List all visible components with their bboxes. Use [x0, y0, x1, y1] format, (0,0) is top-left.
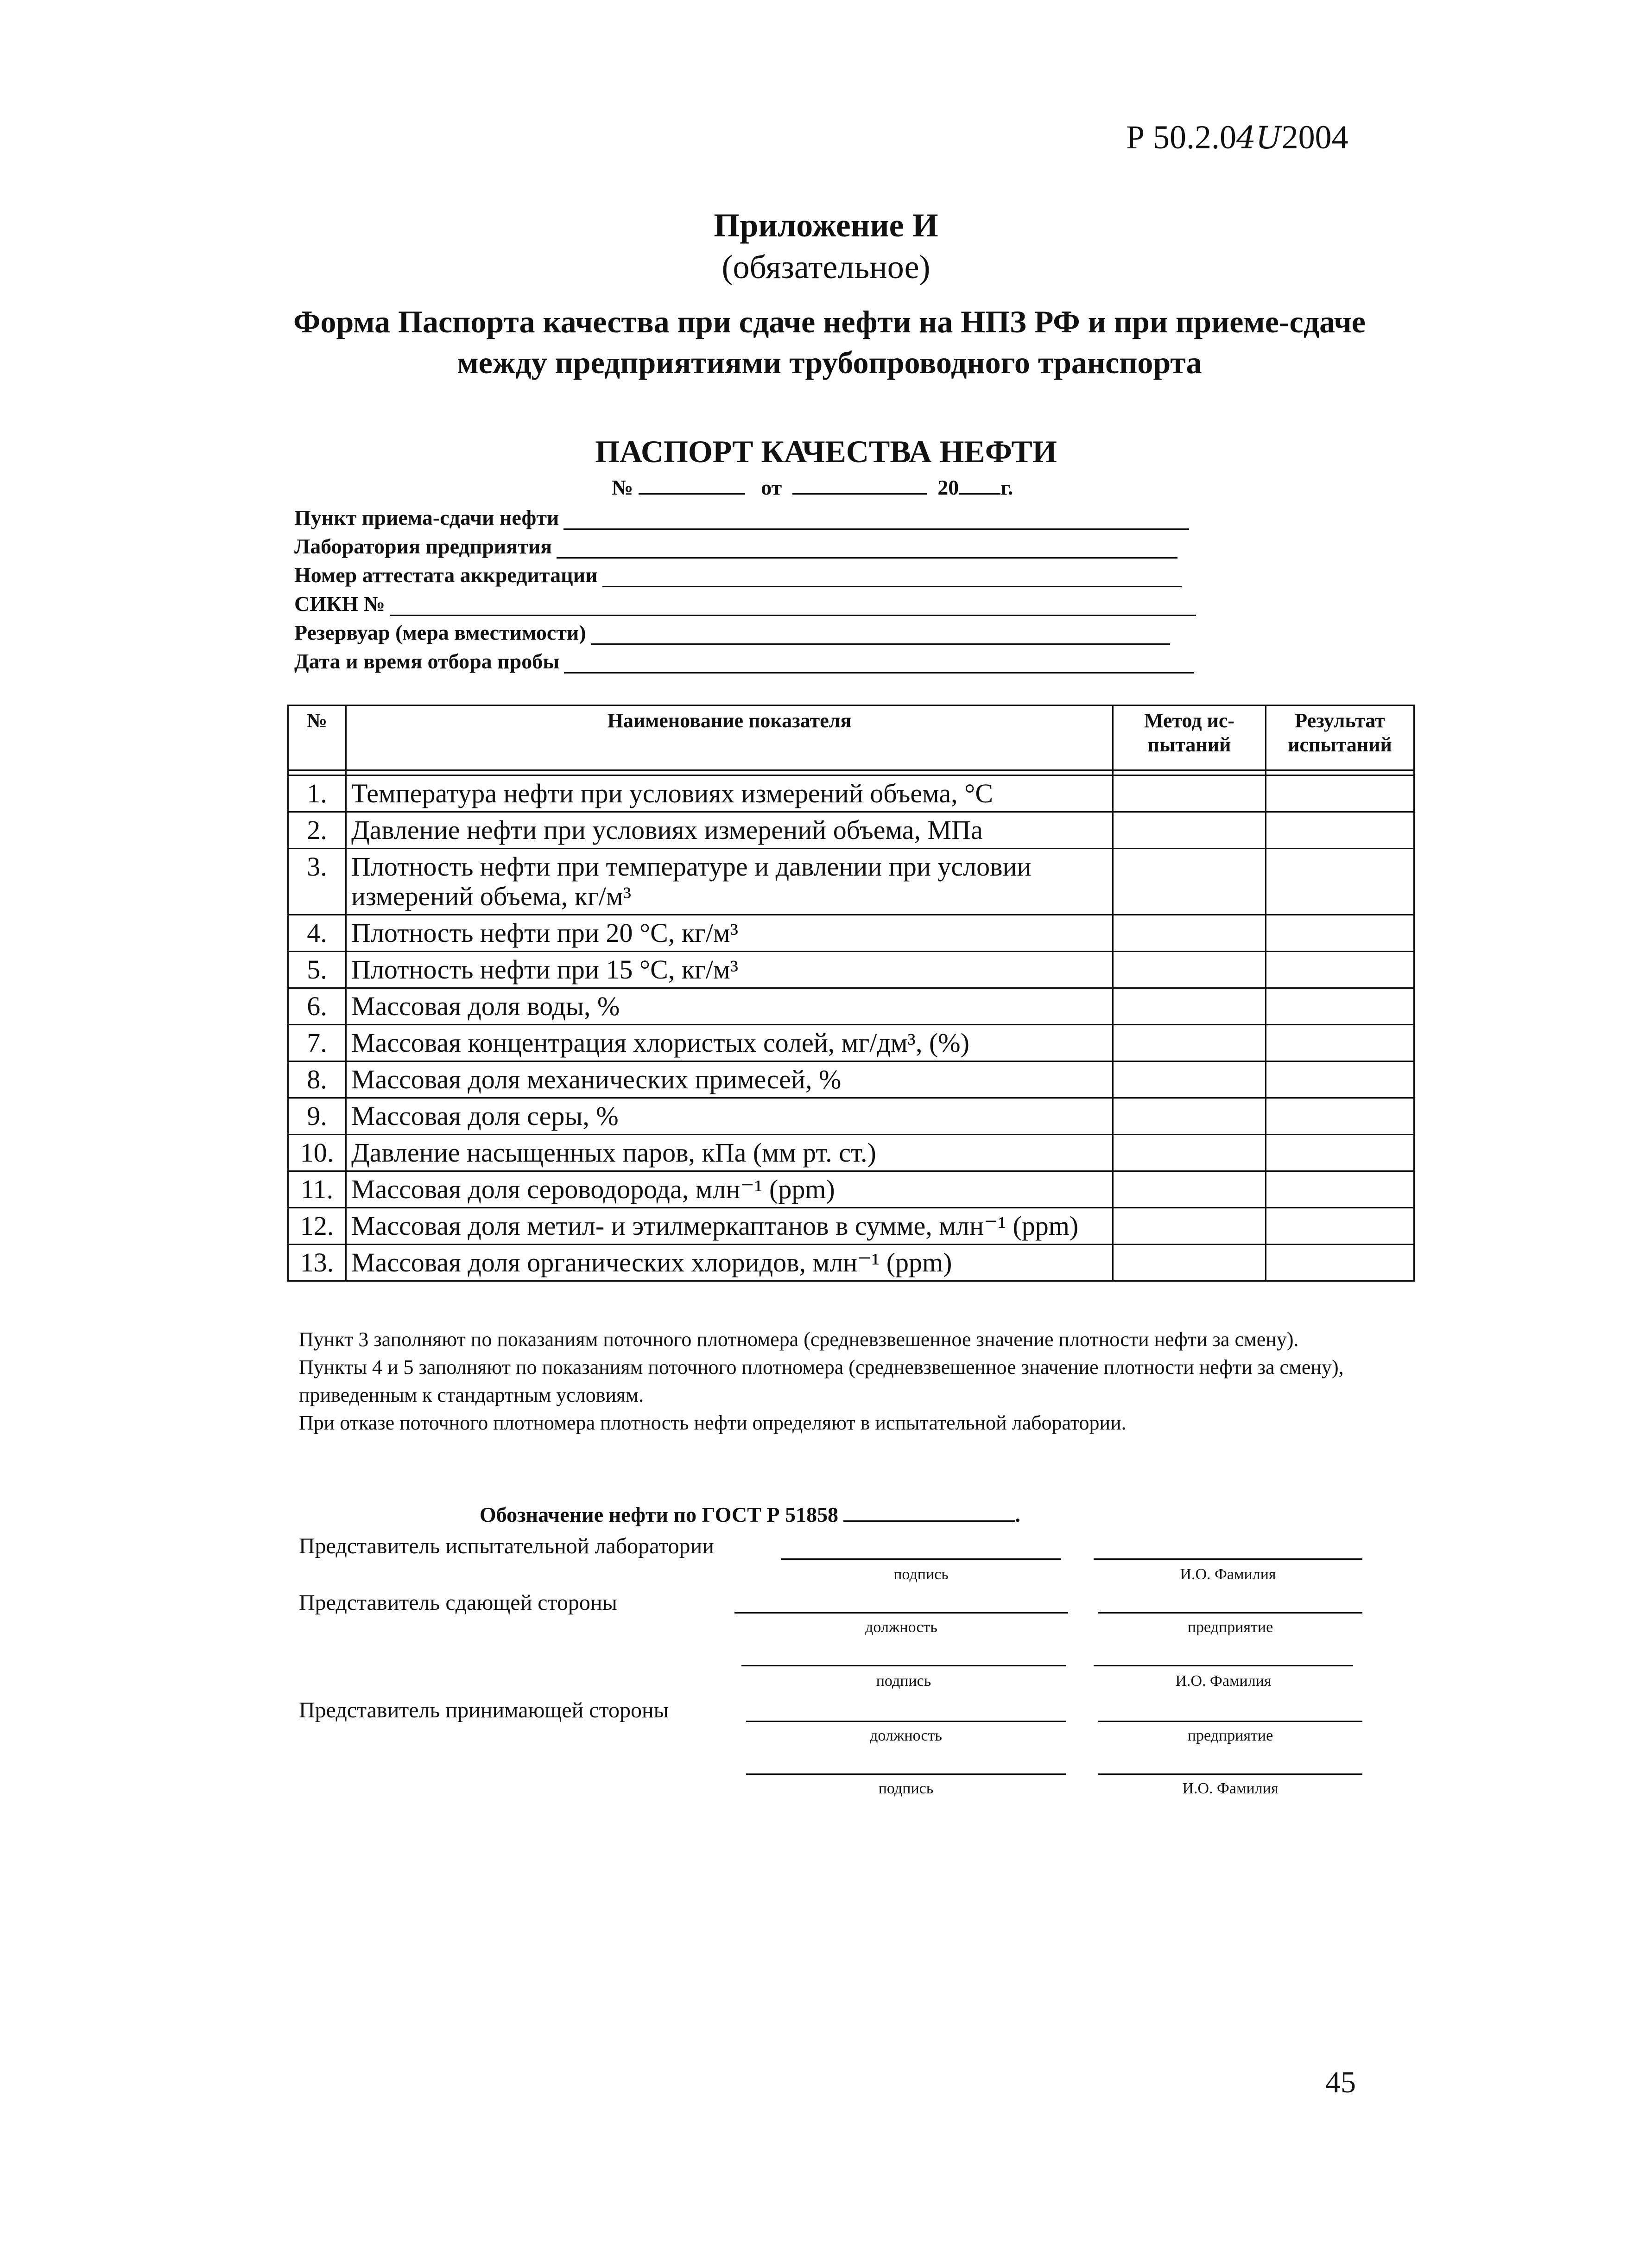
row-name: Массовая доля метил- и этилмеркаптанов в сумме, млн⁻¹ (ppm)	[346, 1208, 1113, 1245]
document-code-suffix: 2004	[1281, 119, 1348, 156]
appendix-status: (обязательное)	[722, 248, 930, 286]
result-cell[interactable]	[1266, 988, 1414, 1025]
field-label: Резервуар (мера вместимости)	[294, 621, 586, 644]
oil-grade-blank[interactable]	[843, 1502, 1015, 1522]
form-title: Форма Паспорта качества при сдаче нефти на НПЗ РФ и при приеме-сдаче между предприятиями трубопроводного транспорта	[293, 304, 1366, 380]
row-num: 4.	[288, 915, 346, 952]
row-name: Плотность нефти при 20 °С, кг/м³	[346, 915, 1113, 952]
field-blank[interactable]	[591, 625, 1170, 645]
oil-grade-line	[480, 1502, 1020, 1527]
page-number: 45	[1325, 2065, 1356, 2099]
table-row	[288, 775, 1414, 812]
method-cell[interactable]	[1113, 849, 1266, 915]
receiver-representative-label: Представитель принимающей стороны	[299, 1698, 669, 1722]
sender-signature-line[interactable]	[741, 1665, 1066, 1666]
method-cell[interactable]	[1113, 988, 1266, 1025]
receiver-company-line[interactable]	[1098, 1721, 1362, 1722]
lab-name-line[interactable]	[1094, 1558, 1362, 1560]
table-row	[288, 1171, 1414, 1208]
row-num: 2.	[288, 812, 346, 849]
receiver-signature-line[interactable]	[746, 1773, 1066, 1775]
oil-grade-end: .	[1015, 1503, 1020, 1526]
sender-position-line[interactable]	[734, 1612, 1068, 1614]
row-name: Массовая доля воды, %	[346, 988, 1113, 1025]
table-row	[288, 1061, 1414, 1098]
row-num: 13.	[288, 1245, 346, 1281]
field-label: Номер аттестата аккредитации	[294, 563, 598, 587]
lab-signature-caption: подпись	[893, 1566, 949, 1583]
result-cell[interactable]	[1266, 915, 1414, 952]
row-name: Плотность нефти при температуре и давлении при условии измерений объема, кг/м³	[346, 849, 1113, 915]
row-num: 1.	[288, 775, 346, 812]
method-cell[interactable]	[1113, 952, 1266, 988]
year-suffix: г.	[1000, 476, 1013, 499]
method-cell[interactable]	[1113, 915, 1266, 952]
passport-title: ПАСПОРТ КАЧЕСТВА НЕФТИ	[595, 434, 1057, 469]
result-cell[interactable]	[1266, 1135, 1414, 1171]
result-cell[interactable]	[1266, 1098, 1414, 1135]
header-num: №	[288, 705, 346, 770]
receiver-company-caption: предприятие	[1187, 1727, 1273, 1744]
row-num: 8.	[288, 1061, 346, 1098]
number-blank[interactable]	[639, 473, 745, 495]
result-cell[interactable]	[1266, 1061, 1414, 1098]
table-row	[288, 952, 1414, 988]
quality-table	[287, 705, 1415, 1282]
sender-company-caption: предприятие	[1187, 1619, 1273, 1636]
header-result: Результат испытаний	[1266, 705, 1414, 770]
table-row	[288, 849, 1414, 915]
table-row	[288, 915, 1414, 952]
method-cell[interactable]	[1113, 1135, 1266, 1171]
field-accreditation-number	[294, 563, 1182, 587]
result-cell[interactable]	[1266, 1025, 1414, 1061]
note-item: При отказе поточного плотномера плотность нефти определяют в испытательной лаборатории.	[299, 1411, 1127, 1434]
field-blank[interactable]	[390, 596, 1196, 616]
table-row	[288, 1025, 1414, 1061]
table-header-row	[288, 705, 1414, 770]
sender-signature-caption: подпись	[876, 1672, 931, 1690]
method-cell[interactable]	[1113, 1208, 1266, 1245]
row-name: Массовая концентрация хлористых солей, мг/дм³, (%)	[346, 1025, 1113, 1061]
sender-name-caption: И.О. Фамилия	[1175, 1672, 1272, 1690]
result-cell[interactable]	[1266, 849, 1414, 915]
row-num: 10.	[288, 1135, 346, 1171]
method-cell[interactable]	[1113, 1025, 1266, 1061]
method-cell[interactable]	[1113, 775, 1266, 812]
header-name: Наименование показателя	[346, 705, 1113, 770]
sender-position-caption: должность	[865, 1619, 937, 1636]
receiver-name-line[interactable]	[1098, 1773, 1362, 1775]
table-row	[288, 988, 1414, 1025]
table-notes	[299, 1326, 1365, 1437]
field-label: СИКН №	[294, 592, 385, 616]
passport-number-line	[612, 473, 1013, 500]
row-num: 9.	[288, 1098, 346, 1135]
row-num: 12.	[288, 1208, 346, 1245]
header-separator	[288, 770, 1414, 775]
table-row	[288, 1245, 1414, 1281]
document-code-handwritten: 4U	[1236, 120, 1282, 156]
receiver-position-caption: должность	[870, 1727, 942, 1744]
field-label: Дата и время отбора пробы	[294, 649, 560, 673]
result-cell[interactable]	[1266, 1208, 1414, 1245]
table-row	[288, 1208, 1414, 1245]
row-num: 3.	[288, 849, 346, 915]
field-laboratory	[294, 534, 1177, 559]
method-cell[interactable]	[1113, 1171, 1266, 1208]
row-name: Давление насыщенных паров, кПа (мм рт. ст.)	[346, 1135, 1113, 1171]
receiver-signature-caption: подпись	[878, 1780, 934, 1797]
method-cell[interactable]	[1113, 1098, 1266, 1135]
method-cell[interactable]	[1113, 812, 1266, 849]
sender-representative-label: Представитель сдающей стороны	[299, 1590, 617, 1615]
result-cell[interactable]	[1266, 1245, 1414, 1281]
field-label: Пункт приема-сдачи нефти	[294, 506, 559, 529]
row-num: 7.	[288, 1025, 346, 1061]
result-cell[interactable]	[1266, 952, 1414, 988]
method-cell[interactable]	[1113, 1245, 1266, 1281]
note-item: Пункты 4 и 5 заполняют по показаниям поточного плотномера (средневзвешенное значение плотности нефти за смену), приведенным к стандартным условиям.	[299, 1356, 1344, 1406]
year-prefix: 20	[937, 476, 959, 499]
field-blank[interactable]	[557, 539, 1177, 559]
row-name: Температура нефти при условиях измерений объема, °С	[346, 775, 1113, 812]
field-reception-point	[294, 505, 1189, 530]
table-row	[288, 812, 1414, 849]
header-method: Метод ис-пытаний	[1113, 705, 1266, 770]
year-blank[interactable]	[959, 473, 1000, 495]
row-name: Массовая доля механических примесей, %	[346, 1061, 1113, 1098]
result-cell[interactable]	[1266, 812, 1414, 849]
receiver-position-line[interactable]	[746, 1721, 1066, 1722]
row-name: Массовая доля органических хлоридов, млн⁻¹ (ppm)	[346, 1245, 1113, 1281]
table-row	[288, 1135, 1414, 1171]
result-cell[interactable]	[1266, 1171, 1414, 1208]
row-num: 5.	[288, 952, 346, 988]
field-reservoir	[294, 620, 1170, 645]
note-item: Пункт 3 заполняют по показаниям поточного плотномера (средневзвешенное значение плотности нефти за смену).	[299, 1328, 1299, 1351]
lab-representative-label: Представитель испытательной лаборатории	[299, 1534, 714, 1558]
table-row	[288, 1098, 1414, 1135]
result-cell[interactable]	[1266, 775, 1414, 812]
from-label: от	[761, 476, 782, 499]
row-name: Массовая доля сероводорода, млн⁻¹ (ppm)	[346, 1171, 1113, 1208]
field-label: Лаборатория предприятия	[294, 534, 552, 558]
row-num: 11.	[288, 1171, 346, 1208]
method-cell[interactable]	[1113, 1061, 1266, 1098]
date-blank[interactable]	[792, 473, 927, 495]
row-num: 6.	[288, 988, 346, 1025]
receiver-name-caption: И.О. Фамилия	[1182, 1780, 1279, 1797]
field-blank[interactable]	[563, 510, 1189, 530]
oil-grade-label: Обозначение нефти по ГОСТ Р 51858	[480, 1503, 838, 1526]
row-name: Давление нефти при условиях измерений объема, МПа	[346, 812, 1113, 849]
appendix-title: Приложение И	[714, 207, 938, 244]
sender-name-line[interactable]	[1094, 1665, 1353, 1666]
lab-name-caption: И.О. Фамилия	[1180, 1566, 1276, 1583]
row-name: Плотность нефти при 15 °С, кг/м³	[346, 952, 1113, 988]
row-name: Массовая доля серы, %	[346, 1098, 1113, 1135]
number-label: №	[612, 476, 633, 499]
sender-company-line[interactable]	[1098, 1612, 1362, 1614]
document-code	[1126, 118, 1348, 157]
field-blank[interactable]	[564, 654, 1194, 674]
lab-signature-line[interactable]	[781, 1558, 1061, 1560]
document-code-prefix: Р 50.2.0	[1126, 119, 1237, 156]
field-blank[interactable]	[602, 567, 1182, 587]
field-sikn-number	[294, 591, 1196, 616]
field-sampling-date-time	[294, 649, 1194, 674]
